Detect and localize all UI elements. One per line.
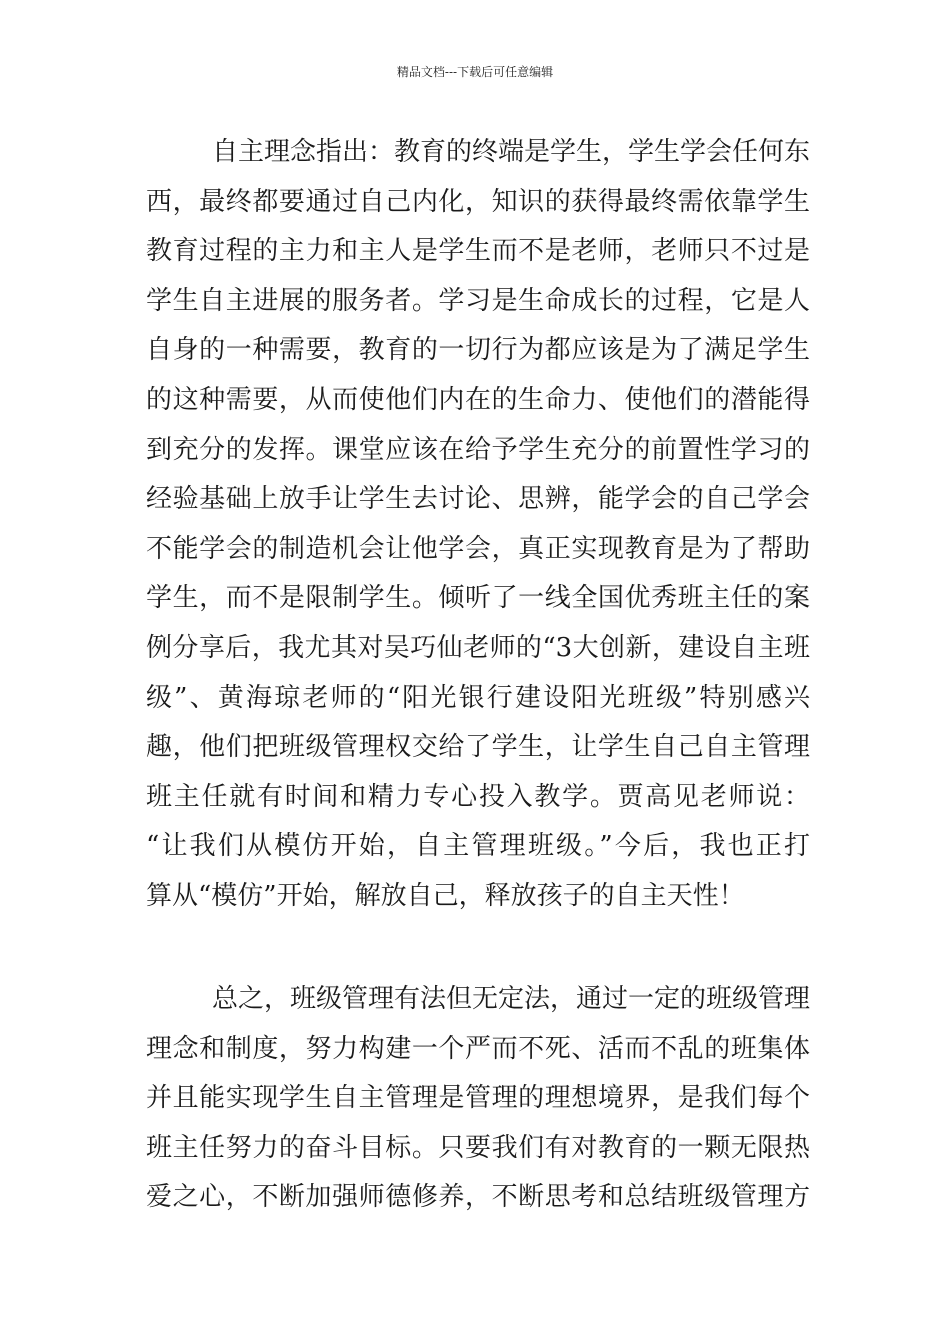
text-line: 总之，班级管理有法但无定法，通过一定的班级管理 — [212, 984, 811, 1014]
text-line: 的这种需要，从而使他们内在的生命力、使他们的潜能得 — [146, 384, 810, 415]
text-line: 自身的一种需要，教育的一切行为都应该是为了满足学生 — [146, 335, 810, 366]
text-line: 班主任努力的奋斗目标。只要我们有对教育的一颗无限热 — [146, 1132, 810, 1163]
paragraph-1 — [146, 128, 810, 922]
page-header: 精品文档---下载后可任意编辑 — [396, 65, 554, 79]
text-line: 趣，他们把班级管理权交给了学生，让学生自己自主管理 — [146, 732, 810, 763]
text-line: 并且能实现学生自主管理是管理的理想境界，是我们每个 — [146, 1083, 810, 1114]
paragraph-2 — [146, 975, 810, 1223]
text-line: 班主任就有时间和精力专心投入教学。贾高见老师说： — [146, 781, 810, 812]
text-line: 学生，而不是限制学生。倾听了一线全国优秀班主任的案 — [146, 583, 810, 614]
text-line: 级”、黄海琼老师的“阳光银行建设阳光班级”特别感兴 — [146, 682, 810, 713]
text-line: 算从“模仿”开始，解放自己，释放孩子的自主天性！ — [146, 880, 745, 911]
text-line: 西，最终都要通过自己内化，知识的获得最终需依靠学生 — [146, 186, 810, 217]
text-line: “让我们从模仿开始，自主管理班级。”今后，我也正打 — [146, 831, 810, 862]
text-line: 理念和制度，努力构建一个严而不死、活而不乱的班集体 — [146, 1033, 810, 1064]
text-line: 例分享后，我尤其对吴巧仙老师的“3大创新，建设自主班 — [146, 632, 810, 663]
text-line: 学生自主进展的服务者。学习是生命成长的过程，它是人 — [146, 285, 810, 316]
text-line: 自主理念指出：教育的终端是学生，学生学会任何东 — [212, 137, 811, 167]
text-line: 爱之心，不断加强师德修养，不断思考和总结班级管理方 — [146, 1182, 810, 1213]
text-line: 到充分的发挥。课堂应该在给予学生充分的前置性学习的 — [146, 434, 810, 465]
text-line: 不能学会的制造机会让他学会，真正实现教育是为了帮助 — [146, 533, 810, 564]
text-line: 教育过程的主力和主人是学生而不是老师，老师只不过是 — [146, 236, 810, 267]
text-line: 经验基础上放手让学生去讨论、思辨，能学会的自己学会 — [146, 484, 810, 515]
